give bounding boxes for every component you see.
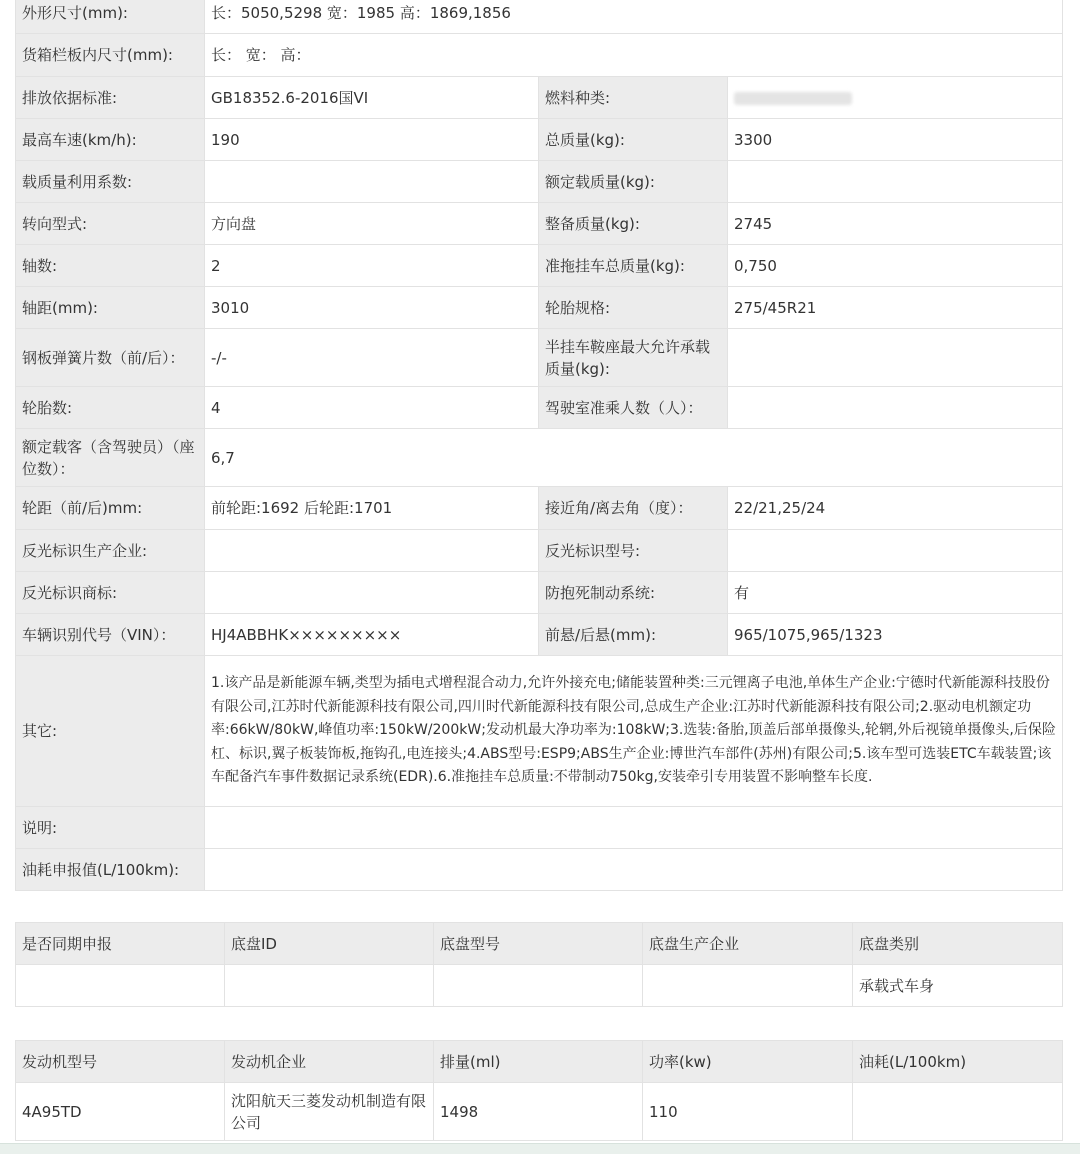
row-wheelbase-tire (16, 287, 1063, 329)
total-mass-value: 3300 (728, 119, 1063, 161)
fuel-type-value (728, 77, 1063, 119)
track-label: 轮距（前/后)mm: (16, 487, 205, 530)
tire-spec-value: 275/45R21 (728, 287, 1063, 329)
reflect-maker-value (205, 530, 539, 572)
engine-data-row (16, 1083, 1063, 1141)
overhang-value: 965/1075,965/1323 (728, 614, 1063, 656)
engine-table (15, 1040, 1063, 1141)
chassis-cell: 承载式车身 (853, 965, 1063, 1007)
engine-cell: 1498 (434, 1083, 643, 1141)
row-vin-overhang (16, 614, 1063, 656)
engine-header-cell: 排量(ml) (434, 1041, 643, 1083)
row-emission-fuel (16, 77, 1063, 119)
engine-cell: 沈阳航天三菱发动机制造有限公司 (225, 1083, 434, 1141)
rated-load-value (728, 161, 1063, 203)
chassis-header-cell: 底盘型号 (434, 923, 643, 965)
reflect-brand-label: 反光标识商标: (16, 572, 205, 614)
dimensions-label: 外形尺寸(mm): (16, 0, 205, 34)
row-tires-cab (16, 387, 1063, 429)
vehicle-params-table (15, 0, 1063, 891)
engine-header-cell: 发动机企业 (225, 1041, 434, 1083)
leaf-springs-value: -/- (205, 329, 539, 387)
curb-mass-label: 整备质量(kg): (539, 203, 728, 245)
saddle-load-label: 半挂车鞍座最大允许承载质量(kg): (539, 329, 728, 387)
row-fuel-consumption (16, 849, 1063, 891)
load-util-label: 载质量利用系数: (16, 161, 205, 203)
wheelbase-value: 3010 (205, 287, 539, 329)
trailer-mass-label: 准拖挂车总质量(kg): (539, 245, 728, 287)
fuel-type-label: 燃料种类: (539, 77, 728, 119)
reflect-maker-label: 反光标识生产企业: (16, 530, 205, 572)
saddle-load-value (728, 329, 1063, 387)
wheelbase-label: 轴距(mm): (16, 287, 205, 329)
row-speed-mass (16, 119, 1063, 161)
engine-cell: 110 (643, 1083, 853, 1141)
engine-header-cell: 功率(kw) (643, 1041, 853, 1083)
trailer-mass-value: 0,750 (728, 245, 1063, 287)
chassis-header-cell: 是否同期申报 (16, 923, 225, 965)
engine-cell (853, 1083, 1063, 1141)
fuel-consumption-value (205, 849, 1063, 891)
fuel-type-blur (734, 92, 852, 105)
axles-value: 2 (205, 245, 539, 287)
remark-label: 说明: (16, 807, 205, 849)
cab-passengers-value (728, 387, 1063, 429)
rated-passengers-label: 额定载客（含驾驶员）（座位数）： (16, 429, 205, 487)
vin-label: 车辆识别代号（VIN）： (16, 614, 205, 656)
chassis-cell (16, 965, 225, 1007)
tire-spec-label: 轮胎规格: (539, 287, 728, 329)
axles-label: 轴数: (16, 245, 205, 287)
row-dimensions (16, 0, 1063, 34)
row-remark (16, 807, 1063, 849)
emission-std-value: GB18352.6-2016国VI (205, 77, 539, 119)
tire-count-label: 轮胎数: (16, 387, 205, 429)
load-util-value (205, 161, 539, 203)
other-value: 1.该产品是新能源车辆,类型为插电式增程混合动力,允许外接充电;储能装置种类:三元锂离子电池,单体生产企业:宁德时代新能源科技股份有限公司,江苏时代新能源科技有限公司,四川时代新能源科技有限公司,总成生产企业:江苏时代新能源科技有限公司;2.驱动电机额定功率:66kW/80kW,峰值功率:150kW/200kW;发动机最大净功率为:108kW;3.选装:备胎,顶盖后部单摄像头,轮辋,外后视镜单摄像头,后保险杠、标识,翼子板装饰板,拖钩孔,电连接头;4.ABS型号:ESP9;ABS生产企业:博世汽车部件(苏州)有限公司;5.该车型可选装ETC车载装置;该车配备汽车事件数据记录系统(EDR).6.准拖挂车总质量:不带制动750kg,安装牵引专用装置不影响整车长度. (205, 656, 1063, 807)
row-track-angles (16, 487, 1063, 530)
row-steering-curb (16, 203, 1063, 245)
rated-passengers-value: 6,7 (205, 429, 1063, 487)
reflect-model-label: 反光标识型号: (539, 530, 728, 572)
vin-value: HJ4ABBHK××××××××× (205, 614, 539, 656)
fuel-consumption-label: 油耗申报值(L/100km): (16, 849, 205, 891)
chassis-cell (434, 965, 643, 1007)
chassis-header-row (16, 923, 1063, 965)
row-springs-saddle (16, 329, 1063, 387)
row-load (16, 161, 1063, 203)
reflect-model-value (728, 530, 1063, 572)
row-other (16, 656, 1063, 807)
total-mass-label: 总质量(kg): (539, 119, 728, 161)
cargo-box-value: 长： 宽： 高： (205, 34, 1063, 77)
steering-value: 方向盘 (205, 203, 539, 245)
other-label: 其它: (16, 656, 205, 807)
rated-load-label: 额定载质量(kg): (539, 161, 728, 203)
chassis-header-cell: 底盘生产企业 (643, 923, 853, 965)
chassis-header-cell: 底盘类别 (853, 923, 1063, 965)
chassis-data-row (16, 965, 1063, 1007)
chassis-cell (225, 965, 434, 1007)
reflect-brand-value (205, 572, 539, 614)
chassis-table (15, 922, 1063, 1007)
chassis-cell (643, 965, 853, 1007)
steering-label: 转向型式: (16, 203, 205, 245)
bottom-strip (0, 1143, 1080, 1154)
leaf-springs-label: 钢板弹簧片数（前/后）： (16, 329, 205, 387)
track-value: 前轮距:1692 后轮距:1701 (205, 487, 539, 530)
engine-header-cell: 发动机型号 (16, 1041, 225, 1083)
engine-header-cell: 油耗(L/100km) (853, 1041, 1063, 1083)
engine-header-row (16, 1041, 1063, 1083)
curb-mass-value: 2745 (728, 203, 1063, 245)
abs-label: 防抱死制动系统: (539, 572, 728, 614)
cargo-box-label: 货箱栏板内尺寸(mm): (16, 34, 205, 77)
tire-count-value: 4 (205, 387, 539, 429)
max-speed-value: 190 (205, 119, 539, 161)
cab-passengers-label: 驾驶室准乘人数（人）： (539, 387, 728, 429)
row-passengers (16, 429, 1063, 487)
angles-value: 22/21,25/24 (728, 487, 1063, 530)
row-reflect-maker (16, 530, 1063, 572)
angles-label: 接近角/离去角（度）： (539, 487, 728, 530)
row-axles-trailer (16, 245, 1063, 287)
emission-std-label: 排放依据标准: (16, 77, 205, 119)
chassis-header-cell: 底盘ID (225, 923, 434, 965)
remark-value (205, 807, 1063, 849)
engine-cell: 4A95TD (16, 1083, 225, 1141)
abs-value: 有 (728, 572, 1063, 614)
row-reflect-brand-abs (16, 572, 1063, 614)
max-speed-label: 最高车速(km/h): (16, 119, 205, 161)
row-cargo-box (16, 34, 1063, 77)
dimensions-value: 长：5050,5298 宽：1985 高：1869,1856 (205, 0, 1063, 34)
overhang-label: 前悬/后悬(mm): (539, 614, 728, 656)
